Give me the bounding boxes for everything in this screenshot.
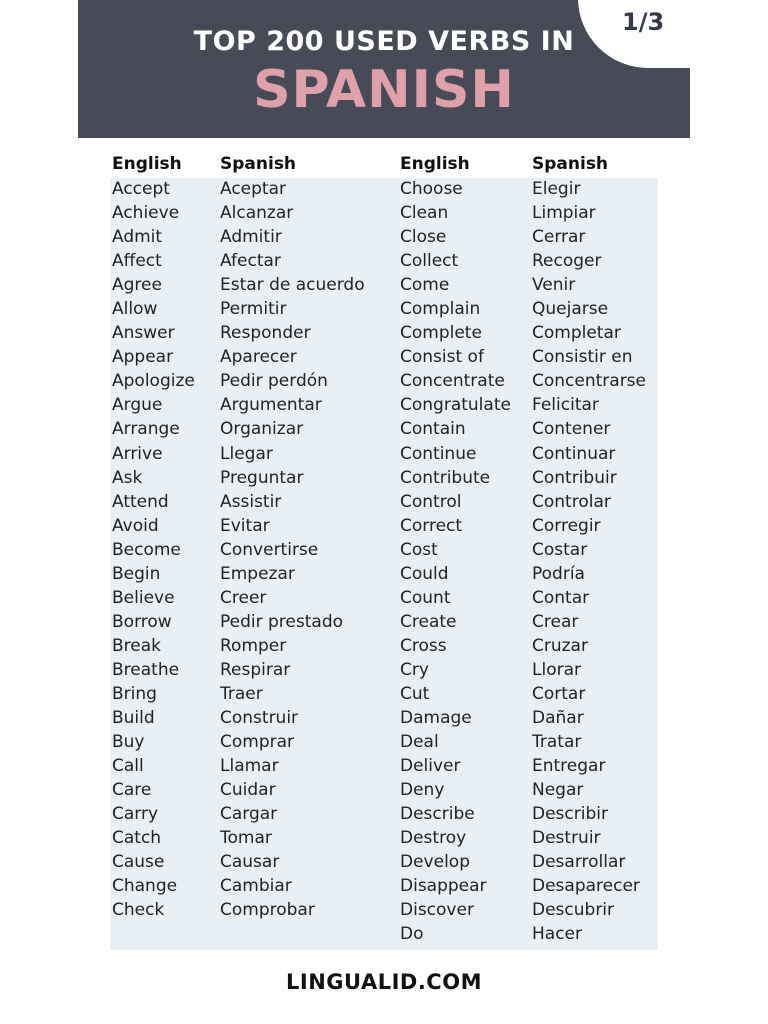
verb-cell: Apologize — [112, 371, 195, 392]
column-header: Spanish — [532, 154, 609, 174]
verb-cell: Check — [112, 900, 165, 921]
verb-cell: Control — [400, 491, 462, 512]
verb-cell: Accept — [112, 179, 170, 199]
verb-cell: Aparecer — [220, 347, 297, 368]
verb-cell: Discover — [400, 900, 474, 921]
verb-cell: Limpiar — [532, 203, 596, 224]
verb-cell: Llegar — [220, 443, 273, 464]
word-list — [532, 177, 646, 947]
verb-cell: Pedir prestado — [220, 611, 344, 632]
verb-cell: Ask — [112, 467, 143, 488]
verb-cell: Entregar — [532, 756, 606, 777]
verb-cell: Choose — [400, 179, 463, 199]
verb-cell: Cargar — [220, 804, 278, 825]
verb-cell: Call — [112, 756, 144, 777]
verb-cell: Assistir — [220, 491, 282, 512]
left-spanish-column — [220, 152, 365, 922]
verb-cell: Change — [112, 876, 178, 897]
verb-cell: Creer — [220, 587, 267, 608]
verb-cell: Contribute — [400, 467, 491, 488]
verb-cell: Destruir — [532, 828, 601, 849]
verb-cell: Dañar — [532, 708, 584, 729]
column-header: English — [400, 154, 470, 174]
verb-cell: Arrive — [112, 443, 163, 464]
verb-cell: Develop — [400, 852, 470, 873]
verb-cell: Avoid — [112, 515, 159, 536]
verb-cell: Cut — [400, 683, 430, 704]
verb-cell: Llamar — [220, 756, 279, 777]
website-footer: LINGUALID.COM — [286, 970, 482, 994]
verb-cell: Continue — [400, 443, 477, 464]
verb-cell: Contar — [532, 587, 590, 608]
verb-cell: Disappear — [400, 876, 487, 897]
verb-cell: Cambiar — [220, 876, 292, 897]
verb-cell: Desarrollar — [532, 852, 626, 873]
verb-cell: Catch — [112, 828, 162, 849]
verb-cell: Aceptar — [220, 179, 286, 199]
verb-cell: Traer — [220, 683, 263, 704]
verb-cell: Felicitar — [532, 395, 599, 416]
verb-cell: Costar — [532, 539, 588, 560]
verb-cell: Causar — [220, 852, 280, 873]
verb-cell: Continuar — [532, 443, 616, 464]
verb-cell: Construir — [220, 708, 299, 729]
verb-cell: Care — [112, 780, 152, 801]
verb-cell: Responder — [220, 323, 311, 344]
verb-cell: Preguntar — [220, 467, 304, 488]
verb-cell: Controlar — [532, 491, 611, 512]
verb-cell: Cause — [112, 852, 165, 873]
verb-cell: Break — [112, 635, 161, 656]
verb-cell: Close — [400, 227, 447, 248]
verb-cell: Consistir en — [532, 347, 633, 368]
verb-cell: Cross — [400, 635, 447, 656]
verb-cell: Argue — [112, 395, 163, 416]
verb-cell: Llorar — [532, 659, 581, 680]
verb-cell: Cruzar — [532, 635, 588, 656]
verb-cell: Convertirse — [220, 539, 319, 560]
verb-cell: Count — [400, 587, 451, 608]
verb-cell: Bring — [112, 683, 157, 704]
verb-cell: Contener — [532, 419, 611, 440]
verb-cell: Estar de acuerdo — [220, 275, 365, 296]
verb-cell: Breathe — [112, 659, 180, 680]
verb-cell: Damage — [400, 708, 472, 729]
verb-cell: Destroy — [400, 828, 467, 849]
verb-cell: Concentrarse — [532, 371, 647, 392]
verb-cell: Quejarse — [532, 299, 609, 320]
verb-cell: Venir — [532, 275, 576, 296]
verb-cell: Deal — [400, 732, 439, 753]
verb-cell: Cerrar — [532, 227, 586, 248]
left-english-column — [112, 152, 195, 922]
verb-cell: Allow — [112, 299, 158, 320]
verb-cell: Borrow — [112, 611, 172, 632]
verb-cell: Empezar — [220, 563, 295, 584]
verb-cell: Clean — [400, 203, 449, 224]
verb-cell: Pedir perdón — [220, 371, 328, 392]
verb-cell: Desaparecer — [532, 876, 640, 897]
verb-cell: Admit — [112, 227, 163, 248]
column-header: Spanish — [220, 154, 297, 174]
verb-cell: Congratulate — [400, 395, 511, 416]
verb-cell: Descubrir — [532, 900, 615, 921]
verb-cell: Contain — [400, 419, 466, 440]
verb-cell: Cuidar — [220, 780, 276, 801]
right-english-column — [400, 152, 511, 947]
verb-cell: Argumentar — [220, 395, 322, 416]
verb-cell: Deny — [400, 780, 445, 801]
verb-cell: Cry — [400, 659, 429, 680]
verb-cell: Complete — [400, 323, 482, 344]
verb-cell: Answer — [112, 323, 175, 344]
word-list — [400, 177, 511, 947]
column-header: English — [112, 154, 182, 174]
verb-cell: Comprar — [220, 732, 295, 753]
verb-cell: Correct — [400, 515, 463, 536]
verb-cell: Do — [400, 924, 424, 945]
verb-cell: Evitar — [220, 515, 270, 536]
verb-cell: Contribuir — [532, 467, 617, 488]
verb-cell: Crear — [532, 611, 579, 632]
verb-cell: Cost — [400, 539, 438, 560]
verb-cell: Attend — [112, 491, 169, 512]
verb-cell: Organizar — [220, 419, 304, 440]
verb-cell: Podría — [532, 563, 585, 584]
verb-cell: Create — [400, 611, 457, 632]
verb-cell: Believe — [112, 587, 175, 608]
verb-cell: Come — [400, 275, 450, 296]
verb-cell: Alcanzar — [220, 203, 294, 224]
verb-cell: Permitir — [220, 299, 287, 320]
verb-cell: Describe — [400, 804, 475, 825]
verb-cell: Respirar — [220, 659, 291, 680]
verb-cell: Agree — [112, 275, 162, 296]
verb-cell: Concentrate — [400, 371, 505, 392]
word-list — [220, 177, 365, 922]
verb-cell: Affect — [112, 251, 162, 272]
title-line-1: TOP 200 USED VERBS IN — [193, 26, 575, 57]
verb-cell: Afectar — [220, 251, 281, 272]
verb-cell: Arrange — [112, 419, 180, 440]
page-indicator: 1/3 — [622, 8, 665, 36]
verb-cell: Achieve — [112, 203, 180, 224]
word-list — [112, 177, 195, 922]
verb-cell: Completar — [532, 323, 621, 344]
verb-cell: Consist of — [400, 347, 484, 368]
verb-cell: Become — [112, 539, 181, 560]
right-spanish-column — [532, 152, 646, 947]
verb-cell: Romper — [220, 635, 287, 656]
verb-cell: Elegir — [532, 179, 581, 199]
verb-cell: Complain — [400, 299, 481, 320]
verb-cell: Admitir — [220, 227, 282, 248]
verb-cell: Begin — [112, 563, 161, 584]
verb-cell: Describir — [532, 804, 608, 825]
verb-cell: Could — [400, 563, 449, 584]
verb-cell: Negar — [532, 780, 584, 801]
verb-cell: Appear — [112, 347, 174, 368]
verb-cell: Tomar — [220, 828, 272, 849]
page-indicator-badge — [578, 0, 690, 68]
verb-cell: Tratar — [532, 732, 582, 753]
verb-cell: Comprobar — [220, 900, 315, 921]
title-line-2: SPANISH — [253, 60, 515, 120]
verb-cell: Corregir — [532, 515, 601, 536]
verb-cell: Build — [112, 708, 155, 729]
verb-cell: Recoger — [532, 251, 602, 272]
verb-cell: Buy — [112, 732, 145, 753]
verb-cell: Hacer — [532, 924, 582, 945]
verb-cell: Collect — [400, 251, 459, 272]
verb-cell: Cortar — [532, 683, 586, 704]
verb-cell: Carry — [112, 804, 159, 825]
title-banner — [78, 0, 690, 138]
verb-cell: Deliver — [400, 756, 461, 777]
